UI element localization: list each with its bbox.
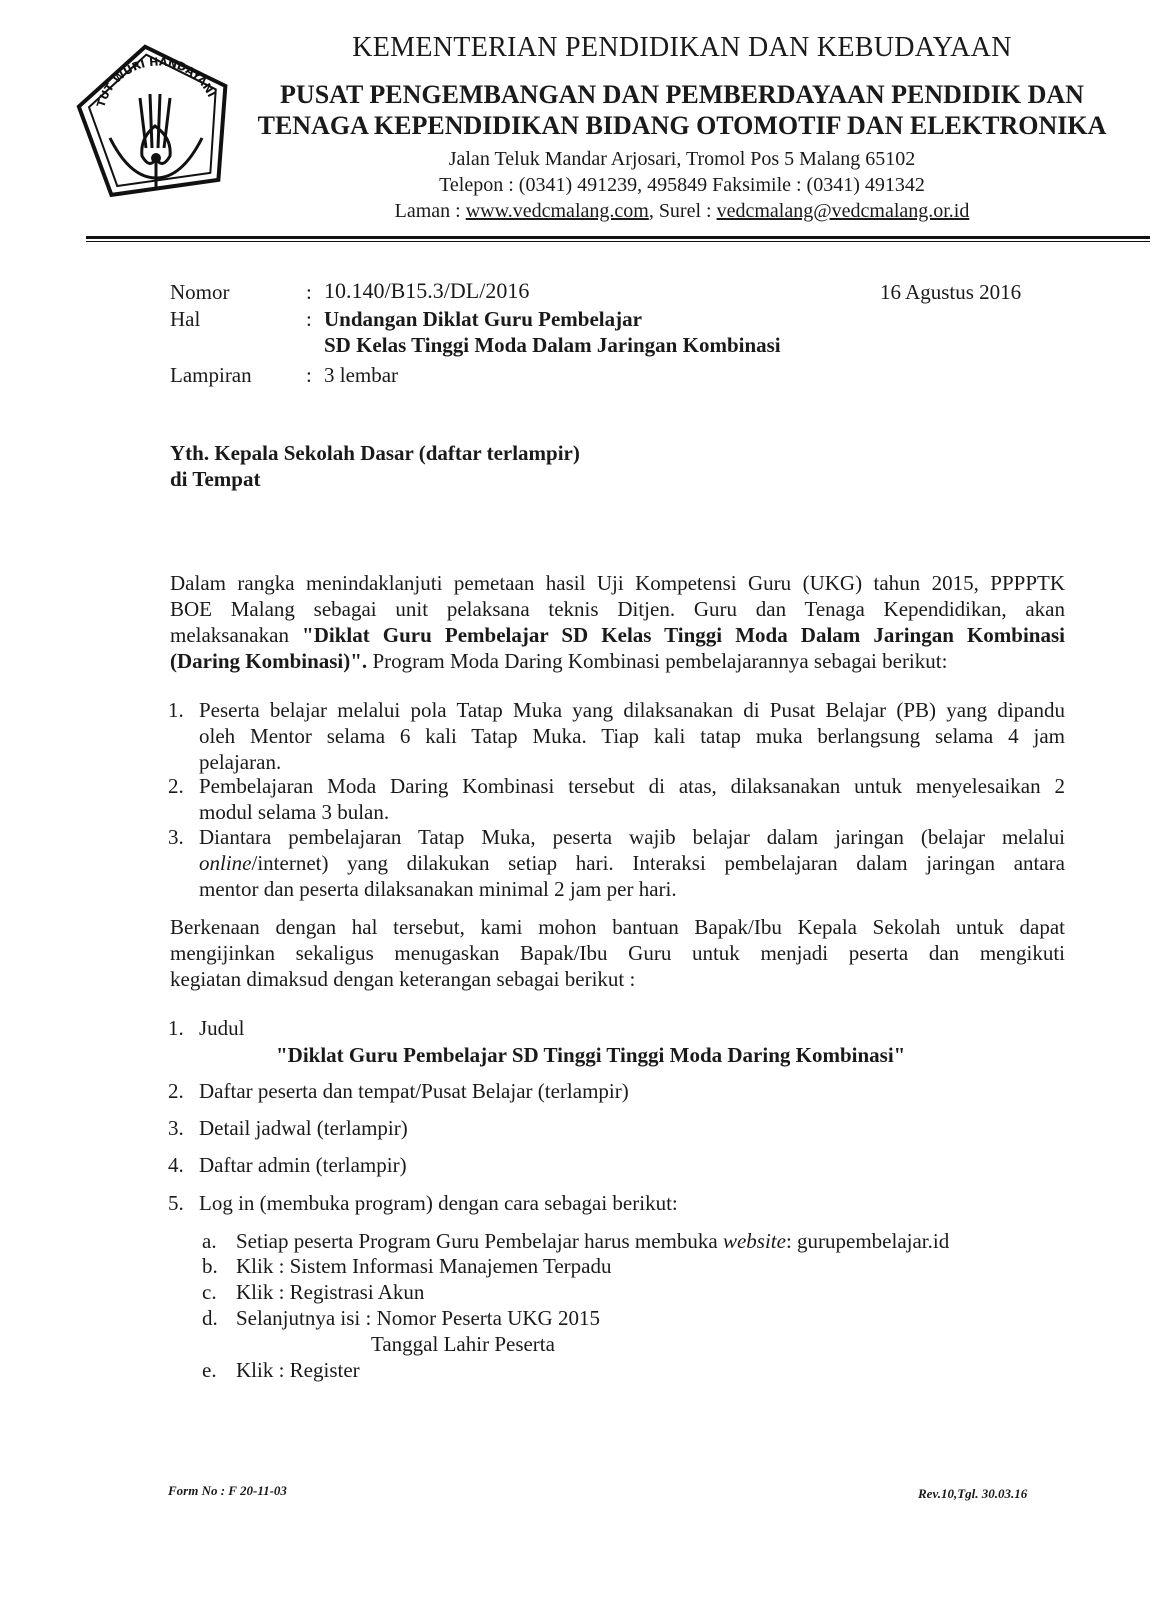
ministry-name: KEMENTERIAN PENDIDIKAN DAN KEBUDAYAAN xyxy=(352,32,1012,63)
detail-item: Daftar admin (terlampir) xyxy=(199,1153,407,1177)
login-step xyxy=(236,1228,949,1254)
step-letter: b. xyxy=(202,1254,218,1278)
step-letter: a. xyxy=(202,1229,217,1253)
nomor-value: 10.140/B15.3/DL/2016 xyxy=(324,278,530,303)
detail-number: 5. xyxy=(168,1191,184,1215)
lampiran-label: Lampiran xyxy=(170,363,252,387)
recipient-line1: Yth. Kepala Sekolah Dasar (daftar terlampir) xyxy=(170,441,580,465)
intro-line xyxy=(170,622,1065,648)
hal-label: Hal xyxy=(170,307,201,331)
address: Jalan Teluk Mandar Arjosari, Tromol Pos 5 Malang 65102 xyxy=(448,148,916,170)
website-link[interactable]: www.vedcmalang.com xyxy=(465,200,649,222)
request-paragraph xyxy=(170,914,1065,992)
point-line: oleh Mentor selama 6 kali Tatap Muka. Tiap kali tatap muka berlangsung selama 4 jam xyxy=(199,724,1065,748)
program-title-bold-end: (Daring Kombinasi)". xyxy=(170,649,368,673)
colon: : xyxy=(306,363,312,387)
detail-number: 4. xyxy=(168,1153,184,1177)
login-step: Klik : Registrasi Akun xyxy=(236,1280,425,1304)
web-email xyxy=(242,200,1122,223)
website-italic: website xyxy=(722,1229,786,1253)
hal-line1: Undangan Diklat Guru Pembelajar xyxy=(324,307,642,331)
detail-item: Daftar peserta dan tempat/Pusat Belajar (terlampir) xyxy=(199,1079,629,1103)
detail-number: 1. xyxy=(168,1016,184,1040)
detail-item: Detail jadwal (terlampir) xyxy=(199,1116,408,1140)
request-line: mengijinkan sekaligus menugaskan Bapak/Ibu Guru untuk menjadi peserta dan mengikuti xyxy=(170,941,1065,965)
detail-title-label: Judul xyxy=(199,1016,245,1040)
detail-item: Log in (membuka program) dengan cara sebagai berikut: xyxy=(199,1191,678,1215)
login-step: Klik : Register xyxy=(236,1358,360,1382)
point-number: 1. xyxy=(168,698,184,722)
form-number: Form No : F 20-11-03 xyxy=(168,1483,287,1498)
login-step: Selanjutnya isi : Nomor Peserta UKG 2015 xyxy=(236,1306,600,1330)
point-line: pelajaran. xyxy=(199,750,282,774)
intro-line: BOE Malang sebagai unit pelaksana teknis Ditjen. Guru dan Tenaga Kependidikan, akan xyxy=(170,597,1065,621)
detail-number: 2. xyxy=(168,1079,184,1103)
intro-line: Dalam rangka menindaklanjuti pemetaan hasil Uji Kompetensi Guru (UKG) tahun 2015, PPPPTK xyxy=(170,571,1065,595)
program-title-bold: "Diklat Guru Pembelajar SD Kelas Tinggi Moda Dalam Jaringan Kombinasi xyxy=(302,623,1065,647)
lampiran-value: 3 lembar xyxy=(324,363,399,387)
step-text-end: : gurupembelajar.id xyxy=(785,1229,950,1253)
point-line: Peserta belajar melalui pola Tatap Muka yang dilaksanakan di Pusat Belajar (PB) yang dipandu xyxy=(199,698,1065,722)
center-name-line2: TENAGA KEPENDIDIKAN BIDANG OTOMOTIF DAN ELEKTRONIKA xyxy=(257,111,1107,140)
step-letter: c. xyxy=(202,1280,217,1304)
letter-date: 16 Agustus 2016 xyxy=(880,280,1022,304)
hal-line2: SD Kelas Tinggi Moda Dalam Jaringan Kombinasi xyxy=(324,333,781,357)
step-letter: d. xyxy=(202,1306,218,1330)
intro-line xyxy=(170,648,1065,674)
point-line-rest: /internet) yang dilakukan setiap hari. Interaksi pembelajaran dalam jaringan antara xyxy=(251,851,1065,875)
step-text: Setiap peserta Program Guru Pembelajar harus membuka xyxy=(236,1229,723,1253)
email-label: , Surel : xyxy=(648,200,717,222)
step-letter: e. xyxy=(202,1358,217,1382)
detail-number: 3. xyxy=(168,1116,184,1140)
request-line: Berkenaan dengan hal tersebut, kami mohon bantuan Bapak/Ibu Kepala Sekolah untuk dapat xyxy=(170,915,1065,939)
logo-motto: TUT WURI HANDAYANI xyxy=(94,55,219,109)
phone-fax: Telepon : (0341) 491239, 495849 Faksimile : (0341) 491342 xyxy=(439,174,925,196)
letterhead-rule xyxy=(86,236,1150,239)
point-number: 2. xyxy=(168,774,184,798)
program-point xyxy=(199,773,1065,825)
email-link[interactable]: vedcmalang@vedcmalang.or.id xyxy=(716,200,970,222)
point-line xyxy=(199,850,1065,876)
program-point xyxy=(199,824,1065,902)
point-number: 3. xyxy=(168,825,184,849)
letterhead-rule-thin xyxy=(86,241,1150,242)
nomor-label: Nomor xyxy=(170,280,230,304)
point-line: mentor dan peserta dilaksanakan minimal 2 jam per hari. xyxy=(199,877,677,901)
diklat-title: "Diklat Guru Pembelajar SD Tinggi Tinggi Moda Daring Kombinasi" xyxy=(276,1043,906,1067)
intro-post: Program Moda Daring Kombinasi pembelajarannya sebagai berikut: xyxy=(367,649,948,673)
program-point xyxy=(199,697,1065,775)
point-line: Diantara pembelajaran Tatap Muka, peserta wajib belajar dalam jaringan (belajar melalui xyxy=(199,825,1065,849)
svg-text:TUT WURI HANDAYANI xyxy=(94,55,218,108)
colon: : xyxy=(306,280,312,304)
center-name-line1: PUSAT PENGEMBANGAN DAN PEMBERDAYAAN PENDIDIK DAN xyxy=(280,80,1084,109)
intro-pre: melaksanakan xyxy=(170,623,303,647)
point-line: Pembelajaran Moda Daring Kombinasi tersebut di atas, dilaksanakan untuk menyelesaikan 2 xyxy=(199,774,1065,798)
login-step: Klik : Sistem Informasi Manajemen Terpadu xyxy=(236,1254,612,1278)
revision-info: Rev.10,Tgl. 30.03.16 xyxy=(918,1486,1028,1501)
intro-paragraph xyxy=(170,570,1065,674)
recipient-line2: di Tempat xyxy=(170,467,261,491)
point-line: modul selama 3 bulan. xyxy=(199,800,390,824)
request-line: kegiatan dimaksud dengan keterangan sebagai berikut : xyxy=(170,967,636,991)
login-step-continued: Tanggal Lahir Peserta xyxy=(371,1332,555,1356)
colon: : xyxy=(306,307,312,331)
web-label: Laman : xyxy=(394,200,466,222)
tut-wuri-handayani-logo xyxy=(70,38,242,210)
online-italic: online xyxy=(199,851,252,875)
